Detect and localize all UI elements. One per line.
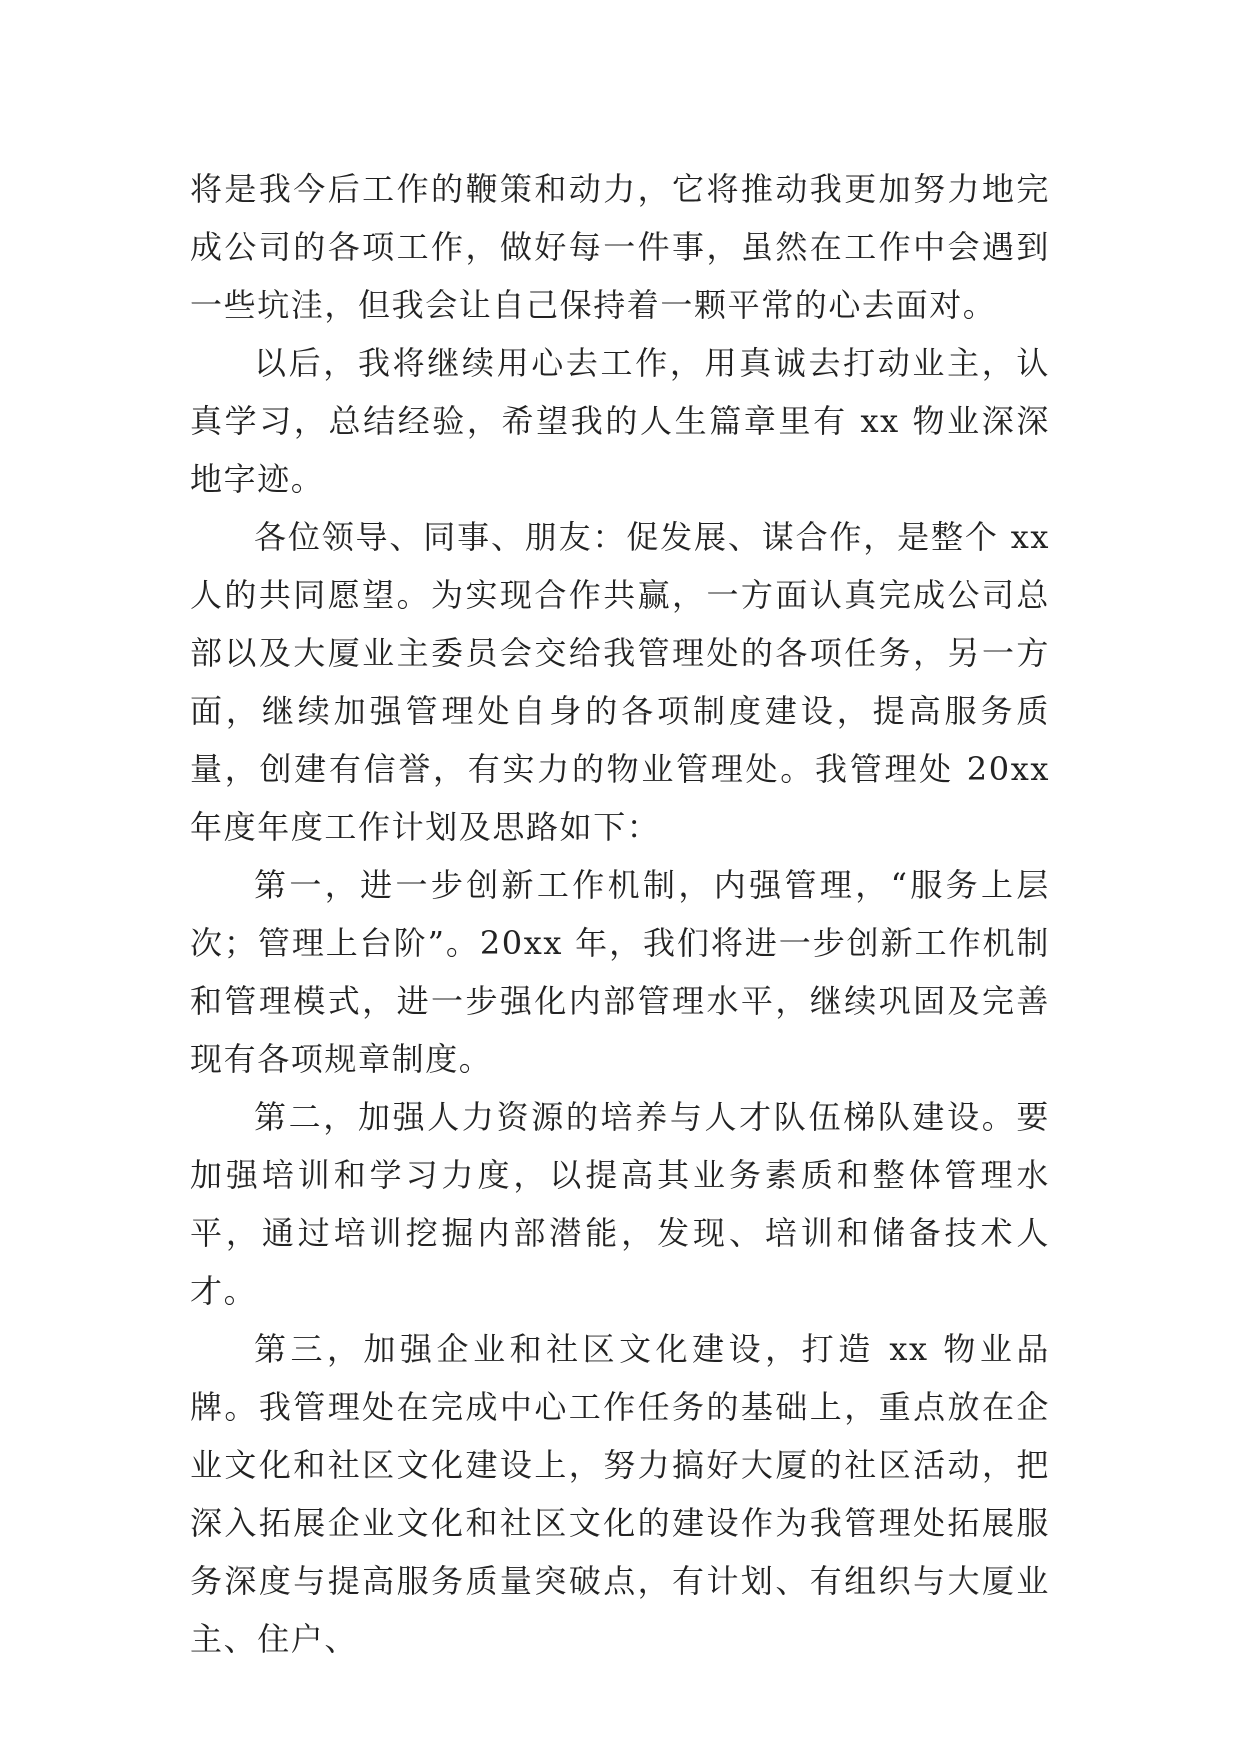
paragraph-4: 第一，进一步创新工作机制，内强管理，“服务上层次；管理上台阶”。20xx 年，我们将进一步创新工作机制和管理模式，进一步强化内部管理水平，继续巩固及完善现有各项规章制度。 [190,866,1050,1078]
paragraph-1: 将是我今后工作的鞭策和动力，它将推动我更加努力地完成公司的各项工作，做好每一件事，虽然在工作中会遇到一些坑洼，但我会让自己保持着一颗平常的心去面对。 [190,170,1050,324]
document-body [190,160,1050,1668]
paragraph-5: 第二，加强人力资源的培养与人才队伍梯队建设。要加强培训和学习力度，以提高其业务素质和整体管理水平，通过培训挖掘内部潜能，发现、培训和储备技术人才。 [190,1098,1050,1310]
paragraph-6: 第三，加强企业和社区文化建设，打造 xx 物业品牌。我管理处在完成中心工作任务的基础上，重点放在企业文化和社区文化建设上，努力搞好大厦的社区活动，把深入拓展企业文化和社区文化的建设作为我管理处拓展服务深度与提高服务质量突破点，有计划、有组织与大厦业主、住户、 [190,1330,1050,1658]
paragraph-2: 以后，我将继续用心去工作，用真诚去打动业主，认真学习，总结经验，希望我的人生篇章里有 xx 物业深深地字迹。 [190,344,1050,498]
paragraph-3: 各位领导、同事、朋友：促发展、谋合作，是整个 xx 人的共同愿望。为实现合作共赢，一方面认真完成公司总部以及大厦业主委员会交给我管理处的各项任务，另一方面，继续加强管理处自身的各项制度建设，提高服务质量，创建有信誉，有实力的物业管理处。我管理处 20xx 年度年度工作计划及思路如下： [190,518,1050,846]
